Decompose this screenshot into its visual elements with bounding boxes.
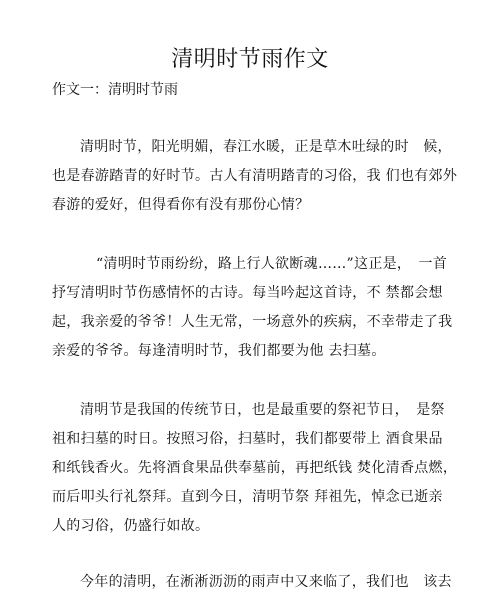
paragraph-line: 今年的清明，在淅淅沥沥的雨声中又来临了，我们也 该去 [80, 574, 452, 590]
paragraph-line: 起，我亲爱的爷爷！人生无常，一场意外的疾病，不幸带走了我 [52, 314, 453, 330]
paragraph-line: 而后叩头行礼祭拜。直到今日，清明节祭 拜祖先，悼念已逝亲 [52, 489, 443, 505]
paragraph-line: 也是春游踏青的好时节。古人有清明踏青的习俗，我 们也有郊外 [52, 168, 458, 184]
paragraph-2 [52, 254, 452, 370]
paragraph-line: 抒写清明时节伤感情怀的古诗。每当吟起这首诗，不 禁都会想 [52, 285, 443, 301]
essay-subtitle: 作文一：清明时节雨 [52, 82, 178, 98]
paragraph-line: “清明时节雨纷纷，路上行人欲断魂……”这正是， 一首 [96, 256, 448, 272]
paragraph-3 [52, 400, 458, 545]
paragraph-line: 春游的爱好，但得看你有没有那份心情？ [52, 197, 310, 213]
document-title: 清明时节雨作文 [171, 47, 329, 72]
paragraph-line: 和纸钱香火。先将酒食果品供奉墓前，再把纸钱 焚化清香点燃， [52, 460, 458, 476]
paragraph-line: 清明时节，阳光明媚，春江水暖，正是草木吐绿的时 候， [80, 139, 452, 155]
paragraph-line: 祖和扫墓的时日。按照习俗，扫墓时，我们都要带上 酒食果品 [52, 431, 443, 447]
paragraph-line: 亲爱的爷爷。每逢清明时节，我们都要为他 去扫墓。 [52, 343, 386, 359]
paragraph-1 [52, 137, 458, 224]
paragraph-line: 清明节是我国的传统节日，也是最重要的祭祀节日， 是祭 [80, 402, 445, 418]
paragraph-4 [52, 572, 452, 601]
paragraph-line: 人的习俗，仍盛行如故。 [52, 518, 210, 534]
